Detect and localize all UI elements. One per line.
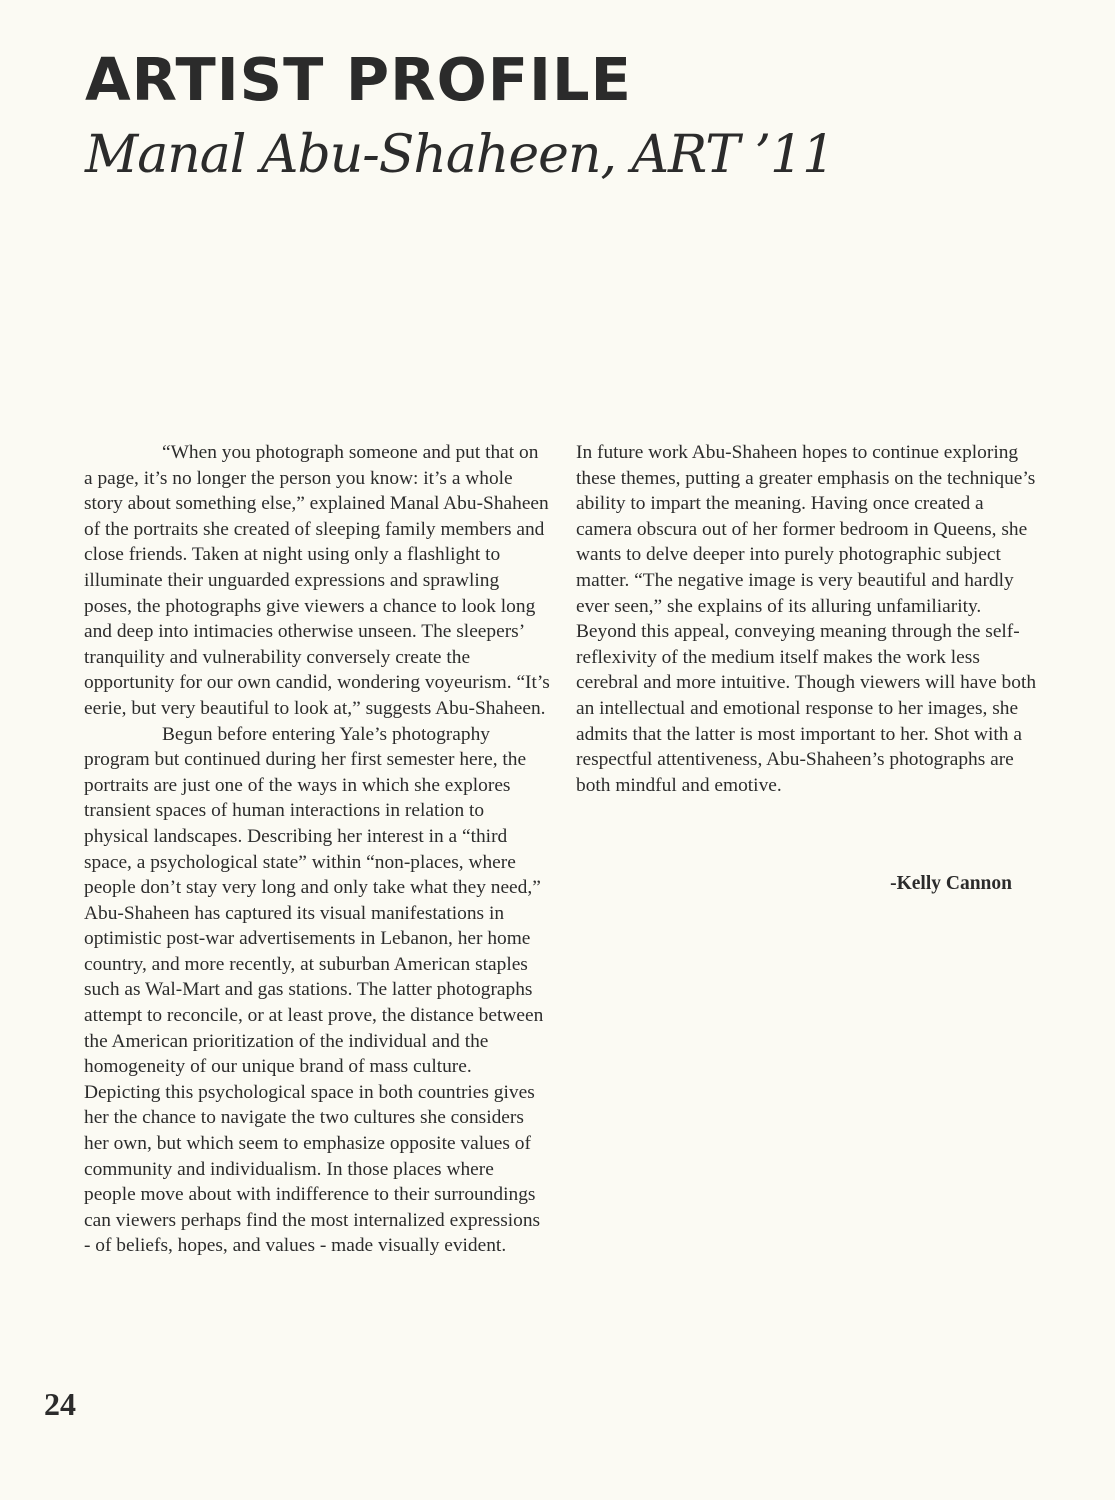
article-paragraph: In future work Abu-Shaheen hopes to continue exploring these themes, putting a greater emphasis on the technique’s ability to impart the meaning. Having once created a camera obscura out of her former bedroom in Queens, she wants to delve deeper into purely photographic subject matter. “The negative image is very beautiful and hardly ever seen,” she explains of its alluring unfamiliarity. Beyond this appeal, conveying meaning through the self-reflexivity of the medium itself makes the work less cerebral and more intuitive. Though viewers will have both an intellectual and emotional response to her images, she admits that the latter is most important to her. Shot with a respectful attentiveness, Abu-Shaheen’s photographs are both mindful and emotive. [576,442,1037,796]
page-title: ARTIST PROFILE [85,45,632,114]
author-byline: -Kelly Cannon [890,873,1012,894]
page-subtitle: Manal Abu-Shaheen, ART ’11 [85,125,835,185]
page-number: 24 [44,1386,76,1422]
article-left-column [84,440,550,1259]
article-paragraph: Begun before entering Yale’s photography program but continued during her first semester here, the portraits are just one of the ways in which she explores transient spaces of human interactions in relation to physical landscapes. Describing her interest in a “third space, a psychological state” within “non-places, where people don’t stay very long and only take what they need,” Abu-Shaheen has captured its visual manifestations in optimistic post-war advertisements in Lebanon, her home country, and more recently, at suburban American staples such as Wal-Mart and gas stations. The latter photographs attempt to reconcile, or at least prove, the distance between the American prioritization of the individual and the homogeneity of our unique brand of mass culture. Depicting this psychological space in both countries gives her the chance to navigate the two cultures she considers her own, but which seem to emphasize opposite values of community and individualism. In those places where people move about with indifference to their surroundings can viewers perhaps find the most internalized expressions - of beliefs, hopes, and values - made visually evident. [84,723,544,1257]
article-right-column [576,440,1042,798]
article-paragraph: “When you photograph someone and put that on a page, it’s no longer the person you know: it’s a whole story about something else,” explained Manal Abu-Shaheen of the portraits she created of sleeping family members and close friends. Taken at night using only a flashlight to illuminate their unguarded expressions and sprawling poses, the photographs give viewers a chance to look long and deep into intimacies otherwise unseen. The sleepers’ tranquility and vulnerability conversely create the opportunity for our own candid, wondering voyeurism. “It’s eerie, but very beautiful to look at,” suggests Abu-Shaheen. [84,442,550,719]
